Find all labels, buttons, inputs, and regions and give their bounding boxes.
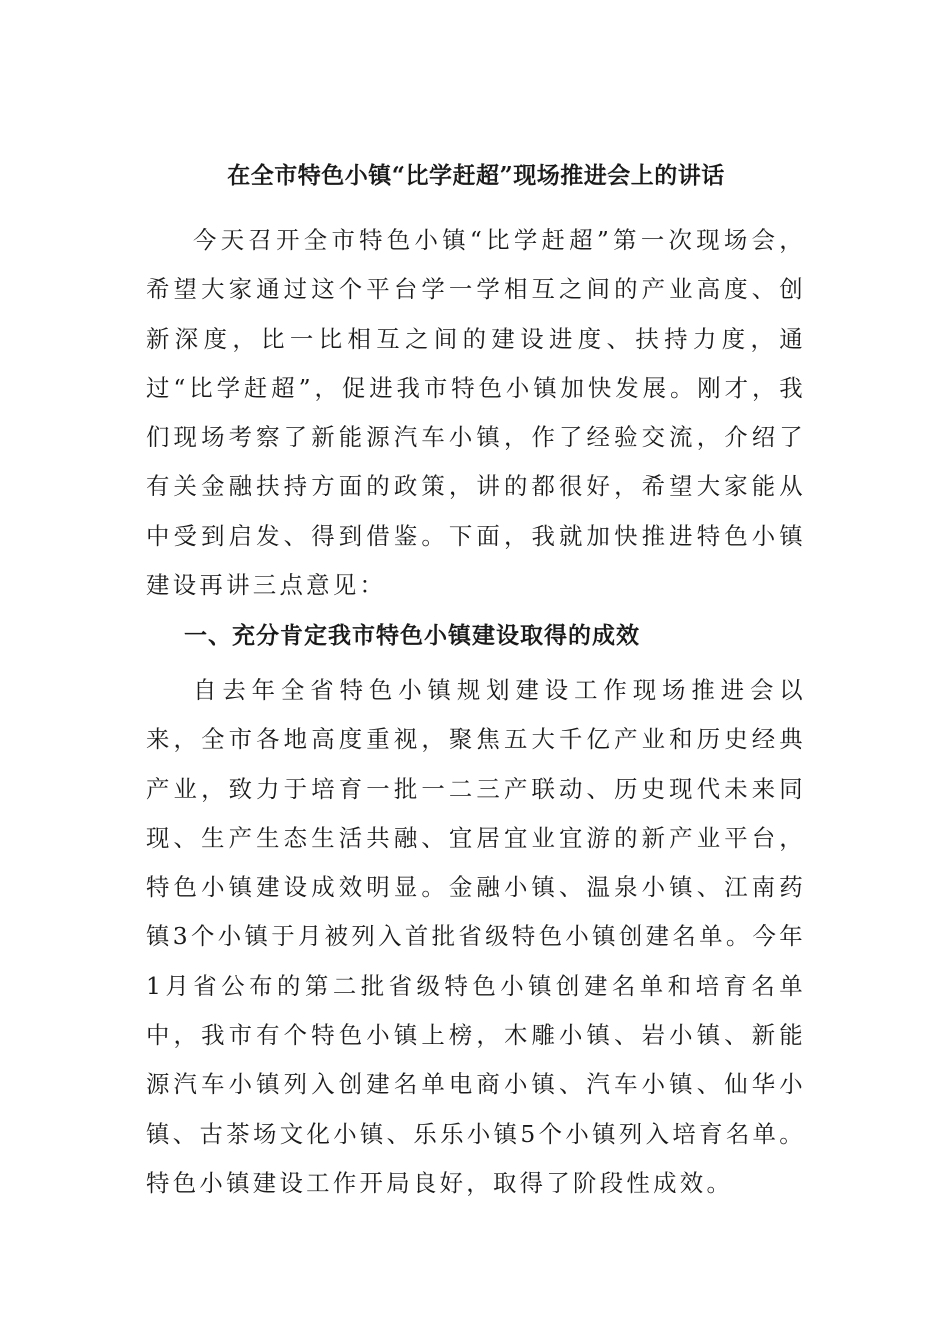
section-heading-1: 一、充分肯定我市特色小镇建设取得的成效	[184, 622, 640, 649]
section-1-paragraph: 自去年全省特色小镇规划建设工作现场推进会以来，全市各地高度重视，聚焦五大千亿产业和历史经典产业，致力于培育一批一二三产联动、历史现代未来同现、生产生态生活共融、宜居宜业宜游的新产业平台，特色小镇建设成效明显。金融小镇、温泉小镇、江南药镇3个小镇于月被列入首批省级特色小镇创建名单。今年1月省公布的第二批省级特色小镇创建名单和培育名单中，我市有个特色小镇上榜，木雕小镇、岩小镇、新能源汽车小镇列入创建名单电商小镇、汽车小镇、仙华小镇、古茶场文化小镇、乐乐小镇5个小镇列入培育名单。特色小镇建设工作开局良好，取得了阶段性成效。	[146, 676, 806, 1197]
intro-paragraph: 今天召开全市特色小镇“比学赶超”第一次现场会，希望大家通过这个平台学一学相互之间的产业高度、创新深度，比一比相互之间的建设进度、扶持力度，通过“比学赶超”，促进我市特色小镇加快发展。刚才，我们现场考察了新能源汽车小镇，作了经验交流，介绍了有关金融扶持方面的政策，讲的都很好，希望大家能从中受到启发、得到借鉴。下面，我就加快推进特色小镇建设再讲三点意见：	[146, 226, 806, 600]
document-title: 在全市特色小镇“比学赶超”现场推进会上的讲话	[227, 162, 725, 189]
